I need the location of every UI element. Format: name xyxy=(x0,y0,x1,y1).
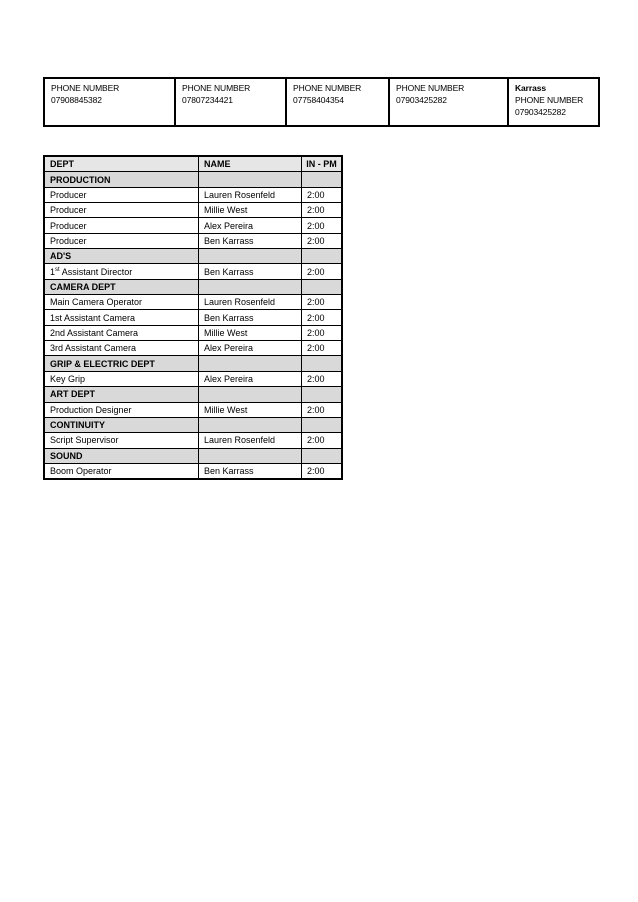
empty-cell xyxy=(199,387,302,402)
section-row xyxy=(44,172,342,187)
section-label: AD'S xyxy=(44,249,199,264)
table-row xyxy=(44,203,342,218)
empty-cell xyxy=(302,279,343,294)
time-cell: 2:00 xyxy=(302,295,343,310)
phone-cell xyxy=(45,79,176,125)
empty-cell xyxy=(302,387,343,402)
table-row xyxy=(44,218,342,233)
header-dept: DEPT xyxy=(44,156,199,172)
time-cell: 2:00 xyxy=(302,233,343,248)
phone-cell xyxy=(390,79,509,125)
section-row xyxy=(44,448,342,463)
table-body xyxy=(44,172,342,479)
table-row xyxy=(44,433,342,448)
name-cell: Alex Pereira xyxy=(199,218,302,233)
name-cell: Ben Karrass xyxy=(199,264,302,279)
empty-cell xyxy=(302,448,343,463)
crew-call-table xyxy=(43,155,343,480)
time-cell: 2:00 xyxy=(302,187,343,202)
name-cell: Alex Pereira xyxy=(199,341,302,356)
dept-cell: 3rd Assistant Camera xyxy=(44,341,199,356)
table-row xyxy=(44,463,342,479)
empty-cell xyxy=(199,417,302,432)
section-row xyxy=(44,249,342,264)
empty-cell xyxy=(199,448,302,463)
time-cell: 2:00 xyxy=(302,310,343,325)
name-cell: Ben Karrass xyxy=(199,310,302,325)
time-cell: 2:00 xyxy=(302,433,343,448)
table-row xyxy=(44,264,342,279)
table-row xyxy=(44,233,342,248)
phone-label: PHONE NUMBER xyxy=(293,83,362,93)
name-cell: Millie West xyxy=(199,402,302,417)
empty-cell xyxy=(199,356,302,371)
table-header-row xyxy=(44,156,342,172)
table-row xyxy=(44,341,342,356)
section-label: PRODUCTION xyxy=(44,172,199,187)
phone-cell xyxy=(509,79,598,125)
name-cell: Lauren Rosenfeld xyxy=(199,295,302,310)
phone-number: 07807234421 xyxy=(182,95,233,105)
section-label: CONTINUITY xyxy=(44,417,199,432)
dept-cell: Script Supervisor xyxy=(44,433,199,448)
empty-cell xyxy=(199,172,302,187)
section-row xyxy=(44,279,342,294)
empty-cell xyxy=(302,172,343,187)
time-cell: 2:00 xyxy=(302,325,343,340)
phone-label: PHONE NUMBER xyxy=(396,83,465,93)
section-row xyxy=(44,417,342,432)
phone-number: 07903425282 xyxy=(515,107,566,117)
name-cell: Alex Pereira xyxy=(199,371,302,386)
empty-cell xyxy=(302,249,343,264)
dept-cell: Main Camera Operator xyxy=(44,295,199,310)
name-cell: Ben Karrass xyxy=(199,233,302,248)
table-row xyxy=(44,187,342,202)
name-cell: Millie West xyxy=(199,325,302,340)
table-row xyxy=(44,325,342,340)
empty-cell xyxy=(199,249,302,264)
dept-cell: Producer xyxy=(44,233,199,248)
table-row xyxy=(44,371,342,386)
header-name: NAME xyxy=(199,156,302,172)
dept-text: 1 xyxy=(50,266,56,277)
ordinal-suffix: st xyxy=(55,266,60,273)
name-cell: Millie West xyxy=(199,203,302,218)
time-cell: 2:00 xyxy=(302,264,343,279)
name-cell: Ben Karrass xyxy=(199,463,302,479)
dept-text: Assistant Director xyxy=(59,266,133,277)
phone-cell xyxy=(176,79,287,125)
dept-cell xyxy=(44,264,199,279)
dept-cell: Key Grip xyxy=(44,371,199,386)
section-label: GRIP & ELECTRIC DEPT xyxy=(44,356,199,371)
dept-cell: Boom Operator xyxy=(44,463,199,479)
name-cell: Lauren Rosenfeld xyxy=(199,187,302,202)
dept-cell: Producer xyxy=(44,203,199,218)
phone-cell xyxy=(287,79,390,125)
phone-number: 07758404354 xyxy=(293,95,344,105)
time-cell: 2:00 xyxy=(302,402,343,417)
time-cell: 2:00 xyxy=(302,341,343,356)
contact-name: Karrass xyxy=(515,83,546,93)
dept-cell: Production Designer xyxy=(44,402,199,417)
time-cell: 2:00 xyxy=(302,371,343,386)
phone-number: 07903425282 xyxy=(396,95,447,105)
empty-cell xyxy=(302,356,343,371)
table-row xyxy=(44,402,342,417)
phone-number: 07908845382 xyxy=(51,95,102,105)
dept-cell: Producer xyxy=(44,218,199,233)
dept-cell: 2nd Assistant Camera xyxy=(44,325,199,340)
empty-cell xyxy=(199,279,302,294)
empty-cell xyxy=(302,417,343,432)
section-label: ART DEPT xyxy=(44,387,199,402)
section-label: SOUND xyxy=(44,448,199,463)
header-time: IN - PM xyxy=(302,156,343,172)
table-row xyxy=(44,310,342,325)
section-row xyxy=(44,356,342,371)
phone-contacts-box xyxy=(43,77,600,127)
dept-cell: Producer xyxy=(44,187,199,202)
section-row xyxy=(44,387,342,402)
phone-label: PHONE NUMBER xyxy=(51,83,120,93)
time-cell: 2:00 xyxy=(302,218,343,233)
phone-label: PHONE NUMBER xyxy=(515,95,584,105)
section-label: CAMERA DEPT xyxy=(44,279,199,294)
table-row xyxy=(44,295,342,310)
dept-cell: 1st Assistant Camera xyxy=(44,310,199,325)
name-cell: Lauren Rosenfeld xyxy=(199,433,302,448)
time-cell: 2:00 xyxy=(302,203,343,218)
phone-label: PHONE NUMBER xyxy=(182,83,251,93)
time-cell: 2:00 xyxy=(302,463,343,479)
